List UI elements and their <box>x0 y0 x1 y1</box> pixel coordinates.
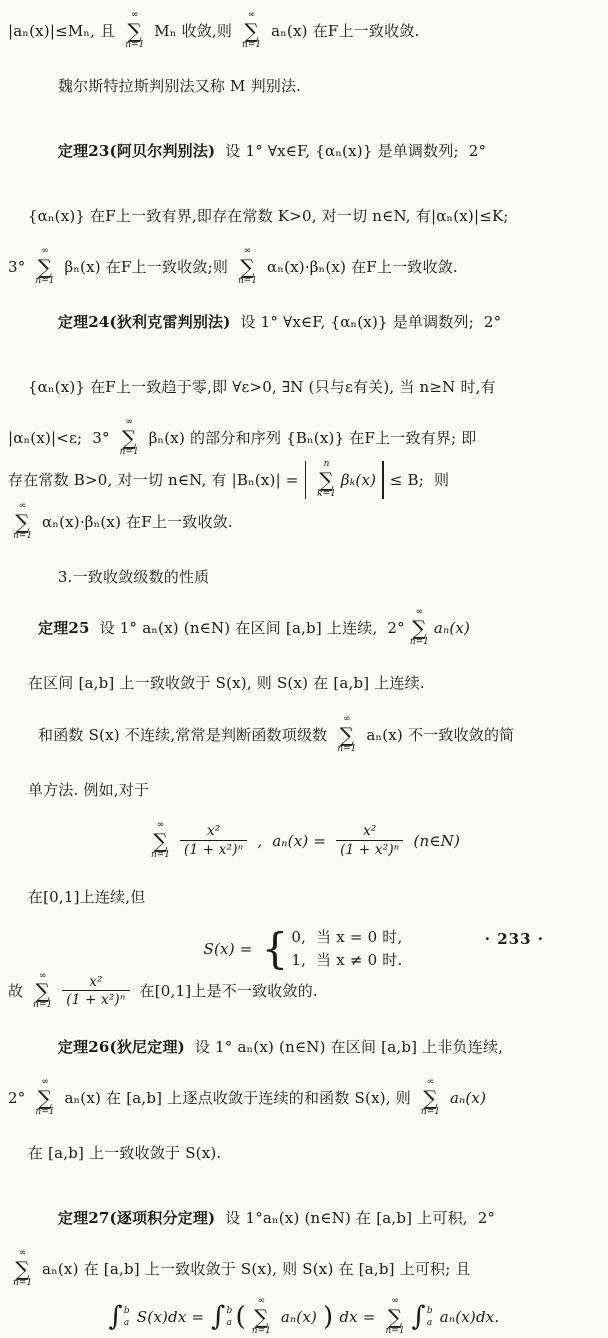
text-segment: aₙ(x) 在F上一致收敛. <box>266 21 420 40</box>
math-segment: , aₙ(x) = <box>252 832 332 851</box>
integral-upper-limit: b <box>226 1306 233 1317</box>
sum-upper-limit: ∞ <box>343 713 351 724</box>
text-line <box>8 459 598 501</box>
integral-symbol <box>411 1301 433 1333</box>
right-paren-glyph: ) <box>323 1301 334 1332</box>
summation-symbol <box>337 715 356 755</box>
display-formula-series <box>8 820 598 862</box>
text-segment: αₙ(x)·βₙ(x) 在F上一致收敛. <box>262 257 458 276</box>
summation-symbol <box>13 1249 32 1289</box>
sum-upper-limit: ∞ <box>426 1077 435 1088</box>
text-line <box>8 649 598 714</box>
sigma-glyph: ∑ <box>15 509 30 534</box>
fraction-denominator: (1 + x²)ⁿ <box>62 990 129 1009</box>
sum-lower-limit: k=1 <box>317 488 336 499</box>
sum-upper-limit: ∞ <box>156 820 165 831</box>
sum-lower-limit: n=1 <box>35 275 55 286</box>
sigma-glyph: ∑ <box>387 1304 403 1329</box>
text-segment: βₙ(x) 在F上一致收敛;则 <box>59 257 233 276</box>
math-segment: aₙ(x)dx. <box>434 1307 500 1326</box>
sigma-glyph: ∑ <box>319 467 334 492</box>
sigma-glyph: ∑ <box>244 18 259 43</box>
theorem-24-heading-line <box>8 288 598 353</box>
summation-symbol <box>385 1297 404 1337</box>
sum-lower-limit: n=1 <box>385 1325 405 1336</box>
math-segment: S(x)dx = <box>131 1307 210 1326</box>
fraction-numerator: x² <box>89 973 103 990</box>
sum-lower-limit: n=1 <box>13 1278 33 1289</box>
section-heading-text: 3.一致收敛级数的性质 <box>57 567 210 586</box>
sum-upper-limit: ∞ <box>257 1296 266 1307</box>
sigma-glyph: ∑ <box>254 1304 269 1329</box>
integral-glyph: ∫ <box>411 1301 426 1333</box>
integral-lower-limit: a <box>123 1317 130 1328</box>
math-segment: dx = <box>334 1307 381 1326</box>
summation-symbol <box>35 1078 54 1118</box>
text-segment: aₙ(x) 在 [a,b] 上一致收敛于 S(x), 则 S(x) 在 [a,b] 上可积; 且 <box>37 1260 471 1279</box>
sum-lower-limit: n=1 <box>242 39 262 50</box>
summation-symbol <box>35 247 54 287</box>
text-segment: βₙ(x) 的部分和序列 {Bₙ(x)} 在F上一致有界; 即 <box>143 429 477 448</box>
text-segment: |aₙ(x)|≤Mₙ, 且 <box>8 21 121 40</box>
sum-upper-limit: ∞ <box>391 1296 399 1307</box>
display-formula-integral <box>8 1296 598 1338</box>
summation-symbol <box>33 972 52 1012</box>
text-line <box>8 1077 598 1119</box>
sum-upper-limit: ∞ <box>41 246 49 257</box>
theorem-23-heading-line <box>8 117 598 182</box>
math-segment: aₙ(x) <box>444 1088 487 1107</box>
sum-upper-limit: ∞ <box>18 1248 27 1259</box>
sum-lower-limit: n=1 <box>337 743 357 754</box>
fraction <box>180 823 247 859</box>
fraction <box>62 974 129 1010</box>
integral-limits <box>226 1306 232 1329</box>
text-line <box>8 1248 598 1290</box>
text-segment: 设 1°aₙ(x) (n∈N) 在 [a,b] 上可积, 2° <box>215 1208 496 1227</box>
sigma-glyph: ∑ <box>412 616 427 641</box>
theorem-25-heading-line <box>8 607 598 649</box>
math-segment: S(x) = <box>203 939 258 958</box>
text-segment: 设 1° ∀x∈F, {αₙ(x)} 是单调数列; 2° <box>230 313 502 332</box>
theorem-title: 定理27(逐项积分定理) <box>57 1208 216 1227</box>
text-segment: 故 <box>8 982 29 1001</box>
text-segment: 在 [a,b] 上一致收敛于 S(x). <box>27 1144 222 1163</box>
piecewise-row: 0, 当 x = 0 时, <box>291 928 403 946</box>
sum-lower-limit: n=1 <box>409 637 429 648</box>
piecewise-row: 1, 当 x ≠ 0 时. <box>291 951 403 970</box>
fraction-denominator: (1 + x²)ⁿ <box>336 840 403 859</box>
text-segment: aₙ(x) 不一致收敛的简 <box>361 725 515 744</box>
sum-upper-limit: n <box>323 459 330 470</box>
text-segment: 在区间 [a,b] 上一致收敛于 S(x), 则 S(x) 在 [a,b] 上连续. <box>27 674 425 693</box>
text-segment: 存在常数 B>0, 对一切 n∈N, 有 |Bₙ(x)| = <box>8 470 299 489</box>
sum-upper-limit: ∞ <box>41 1077 49 1088</box>
text-line <box>8 862 598 927</box>
sigma-glyph: ∑ <box>339 722 355 747</box>
text-line <box>8 971 598 1013</box>
sum-lower-limit: n=1 <box>119 447 139 458</box>
sum-upper-limit: ∞ <box>18 500 27 511</box>
text-segment: aₙ(x) 在 [a,b] 上逐点收敛于连续的和函数 S(x), 则 <box>59 1088 416 1107</box>
sum-upper-limit: ∞ <box>125 417 133 428</box>
integral-lower-limit: a <box>426 1317 433 1328</box>
summation-symbol <box>242 11 261 51</box>
sigma-glyph: ∑ <box>240 254 255 279</box>
summation-symbol <box>13 502 32 542</box>
absolute-value-bar <box>305 461 307 499</box>
sigma-glyph: ∑ <box>37 254 53 279</box>
text-line <box>8 181 598 246</box>
text-segment: 单方法. 例如,对于 <box>27 780 150 799</box>
text-line <box>8 714 598 756</box>
sum-upper-limit: ∞ <box>38 970 47 981</box>
sum-lower-limit: n=1 <box>125 39 145 50</box>
math-segment: βₖ(x) <box>340 470 377 489</box>
sum-upper-limit: ∞ <box>131 10 139 20</box>
text-line <box>8 756 598 821</box>
section-heading <box>8 543 598 608</box>
integral-limits <box>427 1306 433 1329</box>
sum-upper-limit: ∞ <box>247 10 256 20</box>
sigma-glyph: ∑ <box>121 426 137 451</box>
theorem-title: 定理26(狄尼定理) <box>57 1037 185 1056</box>
integral-glyph: ∫ <box>108 1301 123 1333</box>
integral-glyph: ∫ <box>211 1301 226 1333</box>
absolute-value-bar <box>382 461 384 499</box>
text-segment: 2° <box>8 1088 31 1107</box>
text-line <box>8 246 598 288</box>
text-segment: 在[0,1]上连续,但 <box>27 887 146 906</box>
text-segment: {αₙ(x)} 在F上一致趋于零,即 ∀ε>0, ∃N (只与ε有关), 当 n≥N 时,有 <box>27 377 496 396</box>
sum-lower-limit: n=1 <box>35 1106 55 1117</box>
text-line <box>8 417 598 459</box>
sum-lower-limit: n=1 <box>13 530 33 541</box>
fraction <box>336 823 403 859</box>
text-line <box>8 52 598 117</box>
text-segment: αₙ(x)·βₙ(x) 在F上一致收敛. <box>37 512 233 531</box>
sigma-glyph: ∑ <box>153 829 168 854</box>
summation-symbol <box>410 608 429 648</box>
text-line <box>8 501 598 543</box>
theorem-title: 定理25 <box>38 619 90 638</box>
text-line <box>8 353 598 418</box>
text-segment: 设 1° aₙ(x) (n∈N) 在区间 [a,b] 上连续, 2° <box>89 619 405 638</box>
text-segment: |αₙ(x)|<ε; 3° <box>8 429 115 448</box>
text-line <box>8 1119 598 1184</box>
integral-limits <box>124 1306 130 1329</box>
sum-lower-limit: n=1 <box>150 850 171 861</box>
sum-upper-limit: ∞ <box>415 607 424 618</box>
sigma-glyph: ∑ <box>127 18 143 43</box>
summation-symbol <box>151 821 170 861</box>
left-brace-glyph: { <box>261 923 289 973</box>
text-segment: 设 1° aₙ(x) (n∈N) 在区间 [a,b] 上非负连续, <box>184 1037 504 1056</box>
text-segment: Mₙ 收敛,则 <box>149 21 238 40</box>
integral-symbol <box>211 1301 233 1333</box>
sum-lower-limit: n=1 <box>238 275 258 286</box>
sigma-glyph: ∑ <box>423 1085 438 1110</box>
summation-symbol <box>238 247 257 287</box>
integral-upper-limit: b <box>123 1306 130 1317</box>
theorem-27-heading-line <box>8 1184 598 1249</box>
fraction-numerator: x² <box>363 823 377 840</box>
summation-symbol <box>317 460 336 500</box>
summation-symbol <box>252 1297 271 1337</box>
math-segment: aₙ(x) <box>433 619 471 638</box>
theorem-title: 定理23(阿贝尔判别法) <box>57 141 216 160</box>
theorem-26-heading-line <box>8 1012 598 1077</box>
text-line <box>8 10 598 52</box>
math-segment: (n∈N) <box>408 832 461 851</box>
page-number: · 233 · <box>484 930 544 948</box>
summation-symbol <box>125 11 144 51</box>
sigma-glyph: ∑ <box>35 979 50 1004</box>
sum-lower-limit: n=1 <box>251 1325 271 1336</box>
sum-lower-limit: n=1 <box>33 1000 53 1011</box>
left-paren-glyph: ( <box>235 1301 246 1332</box>
sigma-glyph: ∑ <box>15 1257 30 1282</box>
math-segment: aₙ(x) <box>275 1307 322 1326</box>
integral-lower-limit: a <box>226 1317 233 1328</box>
text-segment: 和函数 S(x) 不连续,常常是判断函数项级数 <box>38 725 333 744</box>
summation-symbol <box>120 418 139 458</box>
sum-upper-limit: ∞ <box>243 246 252 257</box>
sum-lower-limit: n=1 <box>420 1106 440 1117</box>
text-segment: 3° <box>8 257 31 276</box>
text-segment: 设 1° ∀x∈F, {αₙ(x)} 是单调数列; 2° <box>215 141 487 160</box>
text-segment: ≤ B; 则 <box>389 470 450 489</box>
text-segment: 魏尔斯特拉斯判别法又称 M 判别法. <box>57 77 302 96</box>
theorem-title: 定理24(狄利克雷判别法) <box>57 313 231 332</box>
text-segment: 在[0,1]上是不一致收敛的. <box>134 982 318 1001</box>
fraction-numerator: x² <box>206 823 221 840</box>
integral-symbol <box>108 1301 130 1333</box>
summation-symbol <box>421 1078 440 1118</box>
sigma-glyph: ∑ <box>37 1085 53 1110</box>
text-segment: {αₙ(x)} 在F上一致有界,即存在常数 K>0, 对一切 n∈N, 有|αₙ(x)|≤K; <box>27 206 509 225</box>
integral-upper-limit: b <box>426 1306 433 1317</box>
fraction-denominator: (1 + x²)ⁿ <box>180 840 247 859</box>
